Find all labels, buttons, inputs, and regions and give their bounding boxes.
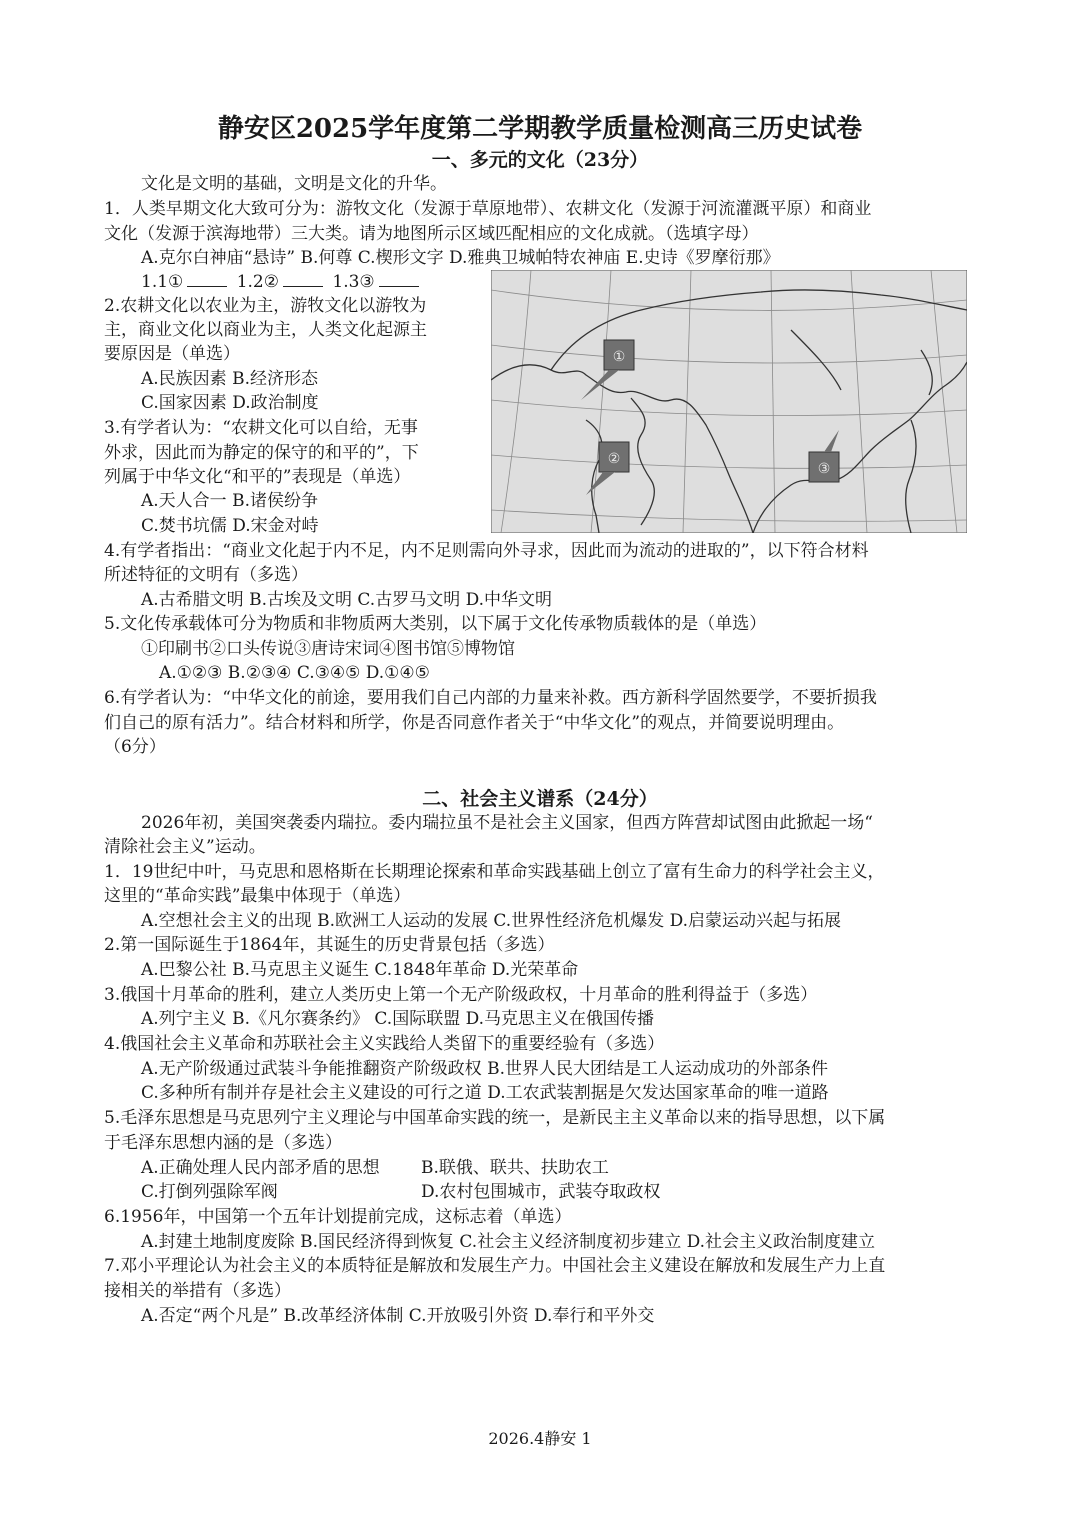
s2-q4-options-1: A.无产阶级通过武装斗争能推翻资产阶级政权 B.世界人民大团结是工人运动成功的外部条件 — [141, 1059, 828, 1079]
q2-stem-line3: 要原因是（单选） — [104, 344, 240, 364]
q3-stem-line3: 列属于中华文化“和平的”表现是（单选） — [104, 467, 411, 487]
page-footer: 2026.4静安 1 — [488, 1429, 592, 1448]
s2-q7-stem-line2: 接相关的举措有（多选） — [104, 1281, 291, 1301]
q1-answer-blanks — [141, 270, 423, 294]
q6-stem-line1: 6.有学者认为：“中华文化的前途，要用我们自己内部的力量来补救。西方新科学固然要学，不要折损我 — [104, 688, 877, 708]
s2-q4-stem: 4.俄国社会主义革命和苏联社会主义实践给人类留下的重要经验有（多选） — [104, 1034, 665, 1054]
q2-options-2: C.国家因素 D.政治制度 — [141, 393, 319, 413]
s2-q1-stem-line2: 这里的“革命实践”最集中体现于（单选） — [104, 886, 411, 906]
s2-q5-option-d: D.农村包围城市，武装夺取政权 — [421, 1182, 661, 1202]
s2-q7-stem-line1: 7.邓小平理论认为社会主义的本质特征是解放和发展生产力。中国社会主义建设在解放和发展生产力上直 — [104, 1256, 886, 1276]
q1-stem-line2: 文化（发源于滨海地带）三大类。请为地图所示区域匹配相应的文化成就。（选填字母） — [104, 224, 759, 244]
q5-stem-line2: ①印刷书②口头传说③唐诗宋词④图书馆⑤博物馆 — [141, 639, 515, 659]
q1-stem-line1: 1．人类早期文化大致可分为：游牧文化（发源于草原地带）、农耕文化（发源于河流灌溉平原）和商业 — [104, 199, 872, 219]
q6-stem-line2: 们自己的原有活力”。结合材料和所学，你是否同意作者关于“中华文化”的观点，并简要说明理由。 — [104, 713, 845, 733]
blank-1-label: 1.1① — [141, 272, 184, 292]
s2-q5-option-a: A.正确处理人民内部矛盾的思想 — [141, 1158, 380, 1178]
s2-q6-options: A.封建土地制度废除 B.国民经济得到恢复 C.社会主义经济制度初步建立 D.社会主义政治制度建立 — [141, 1232, 876, 1252]
section-2-intro-1: 2026年初，美国突袭委内瑞拉。委内瑞拉虽不是社会主义国家，但西方阵营却试图由此掀起一场“ — [141, 813, 873, 833]
s2-q3-options: A.列宁主义 B.《凡尔赛条约》 C.国际联盟 D.马克思主义在俄国传播 — [141, 1009, 655, 1029]
section-1-intro: 文化是文明的基础，文明是文化的升华。 — [141, 174, 447, 194]
answer-blank-3[interactable] — [379, 270, 419, 287]
page-title: 静安区2025学年度第二学期教学质量检测高三历史试卷 — [217, 114, 863, 144]
q4-stem-line1: 4.有学者指出：“商业文化起于内不足，内不足则需向外寻求，因此而为流动的进取的”，以下符合材料 — [104, 541, 869, 561]
q4-stem-line2: 所述特征的文明有（多选） — [104, 565, 308, 585]
q3-options-1: A.天人合一 B.诸侯纷争 — [141, 491, 318, 511]
q2-options-1: A.民族因素 B.经济形态 — [141, 369, 318, 389]
s2-q5-option-c: C.打倒列强除军阀 — [141, 1182, 278, 1202]
q3-stem-line2: 外求，因此而为静定的保守的和平的”，下 — [104, 443, 419, 463]
map-label-3: ③ — [817, 461, 831, 477]
q5-options: A.①②③ B.②③④ C.③④⑤ D.①④⑤ — [159, 663, 430, 683]
s2-q4-options-2: C.多种所有制并存是社会主义建设的可行之道 D.工农武装割据是欠发达国家革命的唯一道路 — [141, 1083, 829, 1103]
s2-q1-stem-line1: 1．19世纪中叶，马克思和恩格斯在长期理论探索和革命实践基础上创立了富有生命力的科学社会主义， — [104, 862, 885, 882]
blank-3-label: 1.3③ — [332, 272, 375, 292]
s2-q1-options: A.空想社会主义的出现 B.欧洲工人运动的发展 C.世界性经济危机爆发 D.启蒙运动兴起与拓展 — [141, 911, 842, 931]
q6-stem-line3: （6分） — [104, 737, 166, 757]
map-label-2: ② — [607, 451, 621, 467]
map-label-1: ① — [612, 349, 626, 365]
s2-q3-stem: 3.俄国十月革命的胜利，建立人类历史上第一个无产阶级政权，十月革命的胜利得益于（多选） — [104, 985, 818, 1005]
s2-q2-stem: 2.第一国际诞生于1864年，其诞生的历史背景包括（多选） — [104, 935, 555, 955]
q4-options: A.古希腊文明 B.古埃及文明 C.古罗马文明 D.中华文明 — [141, 590, 553, 610]
q3-options-2: C.焚书坑儒 D.宋金对峙 — [141, 516, 319, 536]
q5-stem-line1: 5.文化传承载体可分为物质和非物质两大类别，以下属于文化传承物质载体的是（单选） — [104, 614, 767, 634]
section-2-heading: 二、社会主义谱系（24分） — [422, 788, 658, 810]
q2-stem-line1: 2.农耕文化以农业为主，游牧文化以游牧为 — [104, 296, 427, 316]
blank-2-label: 1.2② — [236, 272, 279, 292]
q3-stem-line1: 3.有学者认为：“农耕文化可以自给，无事 — [104, 418, 418, 438]
s2-q7-options: A.否定“两个凡是” B.改革经济体制 C.开放吸引外资 D.奉行和平外交 — [141, 1306, 655, 1326]
answer-blank-2[interactable] — [283, 270, 323, 287]
q1-options: A.克尔白神庙“悬诗” B.何尊 C.楔形文字 D.雅典卫城帕特农神庙 E.史诗《罗摩衍那》 — [141, 248, 780, 268]
s2-q6-stem: 6.1956年，中国第一个五年计划提前完成，这标志着（单选） — [104, 1207, 572, 1227]
q2-stem-line2: 主，商业文化以商业为主，人类文化起源主 — [104, 320, 427, 340]
answer-blank-1[interactable] — [187, 270, 227, 287]
s2-q5-stem-line2: 于毛泽东思想内涵的是（多选） — [104, 1133, 342, 1153]
world-map-figure — [491, 270, 967, 533]
section-2-intro-2: 清除社会主义”运动。 — [104, 837, 266, 857]
s2-q5-option-b: B.联俄、联共、扶助农工 — [421, 1158, 609, 1178]
section-1-heading: 一、多元的文化（23分） — [431, 149, 649, 171]
s2-q2-options: A.巴黎公社 B.马克思主义诞生 C.1848年革命 D.光荣革命 — [141, 960, 579, 980]
s2-q5-stem-line1: 5.毛泽东思想是马克思列宁主义理论与中国革命实践的统一，是新民主主义革命以来的指导思想，以下属 — [104, 1108, 886, 1128]
